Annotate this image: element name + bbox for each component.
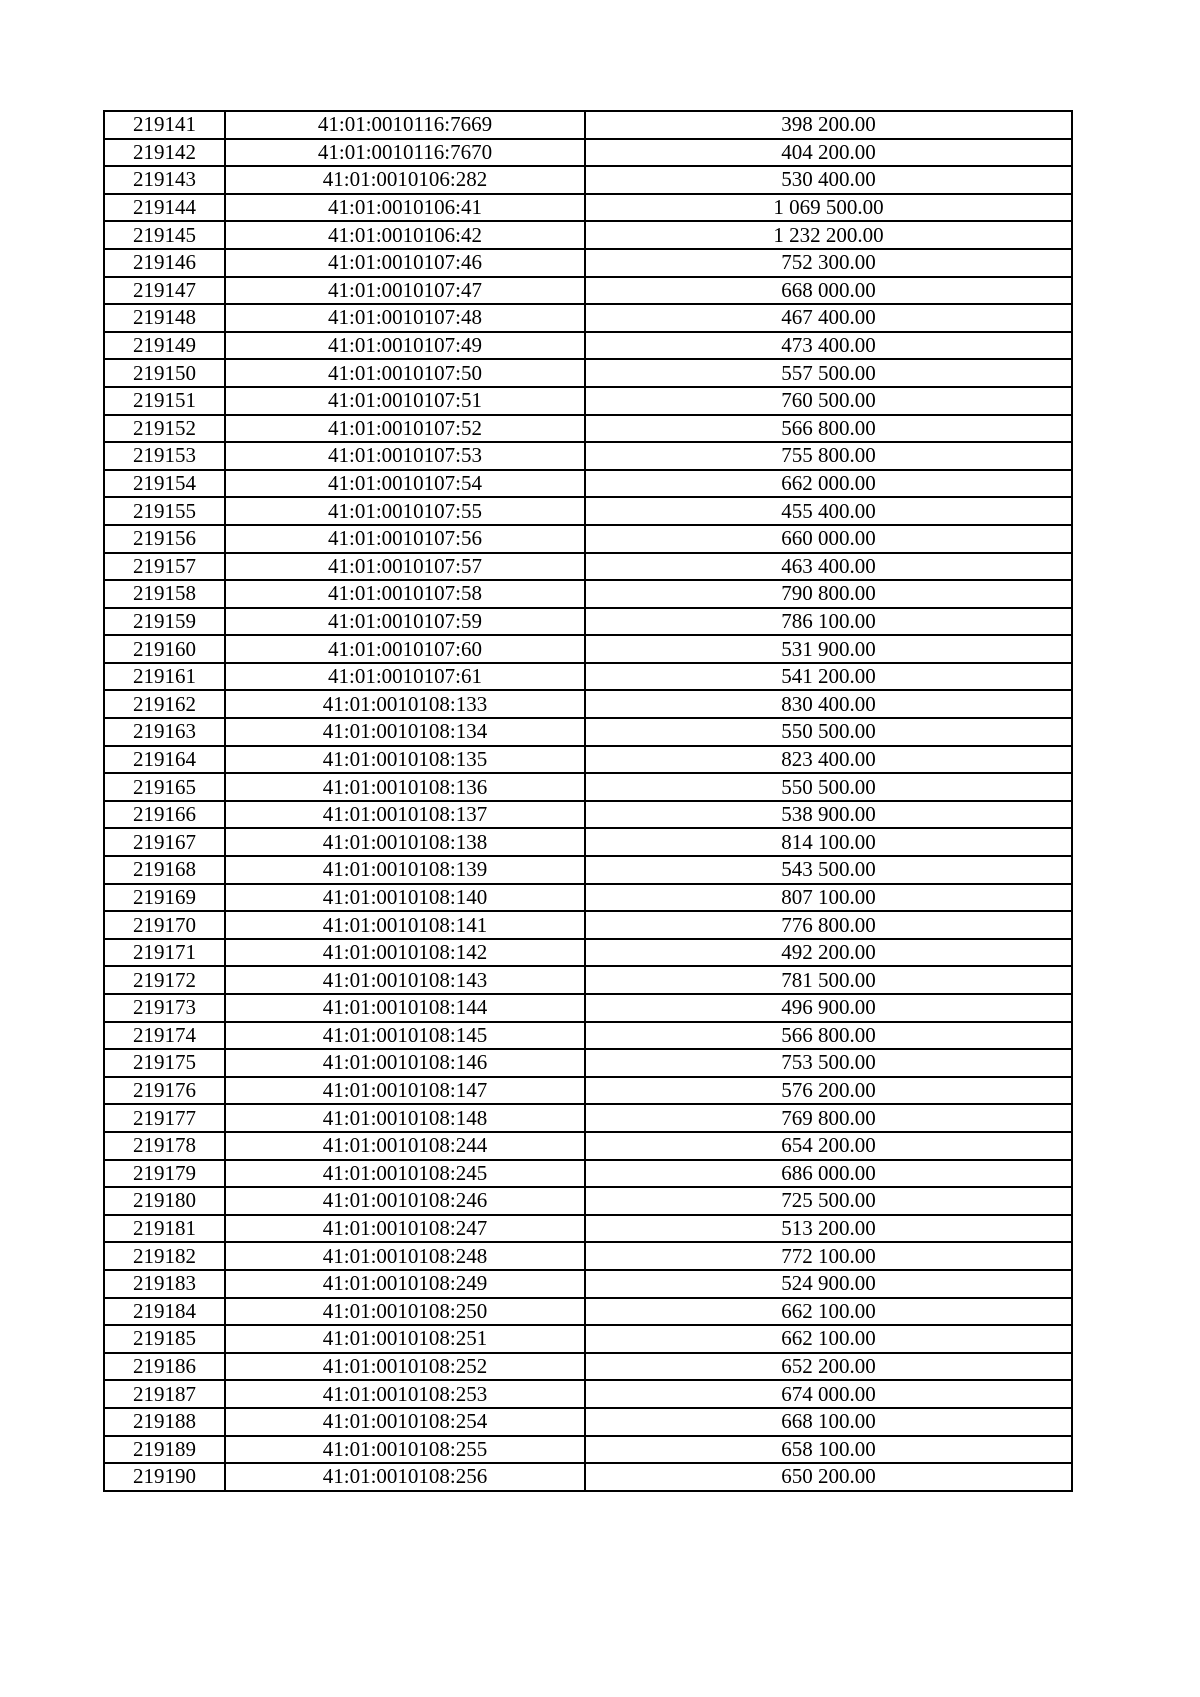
- row-number-cell: 219156: [104, 525, 225, 553]
- cadastral-value-cell: 814 100.00: [585, 828, 1072, 856]
- cadastral-value-cell: 550 500.00: [585, 773, 1072, 801]
- cadastral-value-cell: 674 000.00: [585, 1380, 1072, 1408]
- table-row: [104, 1187, 1072, 1215]
- cadastral-value-cell: 662 100.00: [585, 1298, 1072, 1326]
- table-row: [104, 166, 1072, 194]
- table-row: [104, 1380, 1072, 1408]
- cadastral-value-cell: 668 100.00: [585, 1408, 1072, 1436]
- cadastral-number-cell: 41:01:0010108:139: [225, 856, 585, 884]
- table-row: [104, 1022, 1072, 1050]
- cadastral-number-cell: 41:01:0010108:254: [225, 1408, 585, 1436]
- row-number-cell: 219190: [104, 1463, 225, 1491]
- cadastral-value-cell: 550 500.00: [585, 718, 1072, 746]
- cadastral-value-cell: 543 500.00: [585, 856, 1072, 884]
- cadastral-number-cell: 41:01:0010106:41: [225, 194, 585, 222]
- row-number-cell: 219144: [104, 194, 225, 222]
- cadastral-number-cell: 41:01:0010108:249: [225, 1270, 585, 1298]
- row-number-cell: 219166: [104, 801, 225, 829]
- table-row: [104, 221, 1072, 249]
- table-body: [104, 111, 1072, 1491]
- cadastral-number-cell: 41:01:0010108:250: [225, 1298, 585, 1326]
- cadastral-value-cell: 538 900.00: [585, 801, 1072, 829]
- cadastral-number-cell: 41:01:0010116:7670: [225, 139, 585, 167]
- table-row: [104, 580, 1072, 608]
- row-number-cell: 219157: [104, 553, 225, 581]
- cadastral-value-cell: 753 500.00: [585, 1049, 1072, 1077]
- cadastral-number-cell: 41:01:0010108:252: [225, 1353, 585, 1381]
- row-number-cell: 219146: [104, 249, 225, 277]
- table-row: [104, 277, 1072, 305]
- cadastral-number-cell: 41:01:0010108:247: [225, 1215, 585, 1243]
- table-row: [104, 966, 1072, 994]
- cadastral-number-cell: 41:01:0010107:47: [225, 277, 585, 305]
- table-row: [104, 911, 1072, 939]
- row-number-cell: 219187: [104, 1380, 225, 1408]
- table-row: [104, 553, 1072, 581]
- table-row: [104, 1132, 1072, 1160]
- row-number-cell: 219183: [104, 1270, 225, 1298]
- row-number-cell: 219147: [104, 277, 225, 305]
- cadastral-value-cell: 752 300.00: [585, 249, 1072, 277]
- cadastral-number-cell: 41:01:0010108:148: [225, 1104, 585, 1132]
- cadastral-number-cell: 41:01:0010108:256: [225, 1463, 585, 1491]
- table-row: [104, 994, 1072, 1022]
- cadastral-number-cell: 41:01:0010107:60: [225, 635, 585, 663]
- cadastral-value-cell: 463 400.00: [585, 553, 1072, 581]
- cadastral-value-cell: 513 200.00: [585, 1215, 1072, 1243]
- row-number-cell: 219143: [104, 166, 225, 194]
- cadastral-value-table: [103, 110, 1073, 1492]
- cadastral-number-cell: 41:01:0010108:246: [225, 1187, 585, 1215]
- table-row: [104, 415, 1072, 443]
- row-number-cell: 219155: [104, 497, 225, 525]
- cadastral-number-cell: 41:01:0010107:55: [225, 497, 585, 525]
- table-row: [104, 497, 1072, 525]
- cadastral-value-cell: 760 500.00: [585, 387, 1072, 415]
- table-row: [104, 1049, 1072, 1077]
- row-number-cell: 219158: [104, 580, 225, 608]
- cadastral-value-cell: 557 500.00: [585, 359, 1072, 387]
- cadastral-number-cell: 41:01:0010107:49: [225, 332, 585, 360]
- row-number-cell: 219150: [104, 359, 225, 387]
- table-row: [104, 1298, 1072, 1326]
- row-number-cell: 219169: [104, 884, 225, 912]
- cadastral-value-cell: 467 400.00: [585, 304, 1072, 332]
- cadastral-number-cell: 41:01:0010108:244: [225, 1132, 585, 1160]
- table-row: [104, 746, 1072, 774]
- cadastral-value-cell: 662 000.00: [585, 470, 1072, 498]
- row-number-cell: 219142: [104, 139, 225, 167]
- table-row: [104, 1215, 1072, 1243]
- row-number-cell: 219148: [104, 304, 225, 332]
- cadastral-value-cell: 530 400.00: [585, 166, 1072, 194]
- table-row: [104, 194, 1072, 222]
- table-row: [104, 249, 1072, 277]
- row-number-cell: 219176: [104, 1077, 225, 1105]
- cadastral-number-cell: 41:01:0010108:251: [225, 1325, 585, 1353]
- cadastral-value-cell: 566 800.00: [585, 415, 1072, 443]
- table-row: [104, 304, 1072, 332]
- row-number-cell: 219165: [104, 773, 225, 801]
- row-number-cell: 219180: [104, 1187, 225, 1215]
- table-row: [104, 139, 1072, 167]
- cadastral-number-cell: 41:01:0010107:53: [225, 442, 585, 470]
- cadastral-number-cell: 41:01:0010108:135: [225, 746, 585, 774]
- table-row: [104, 1160, 1072, 1188]
- cadastral-value-cell: 658 100.00: [585, 1436, 1072, 1464]
- row-number-cell: 219160: [104, 635, 225, 663]
- row-number-cell: 219171: [104, 939, 225, 967]
- row-number-cell: 219175: [104, 1049, 225, 1077]
- cadastral-number-cell: 41:01:0010108:145: [225, 1022, 585, 1050]
- row-number-cell: 219177: [104, 1104, 225, 1132]
- cadastral-value-cell: 492 200.00: [585, 939, 1072, 967]
- cadastral-number-cell: 41:01:0010108:140: [225, 884, 585, 912]
- cadastral-number-cell: 41:01:0010108:248: [225, 1242, 585, 1270]
- cadastral-value-cell: 781 500.00: [585, 966, 1072, 994]
- table-row: [104, 663, 1072, 691]
- cadastral-number-cell: 41:01:0010106:42: [225, 221, 585, 249]
- table-row: [104, 773, 1072, 801]
- cadastral-value-cell: 823 400.00: [585, 746, 1072, 774]
- row-number-cell: 219189: [104, 1436, 225, 1464]
- cadastral-number-cell: 41:01:0010108:136: [225, 773, 585, 801]
- table-row: [104, 1104, 1072, 1132]
- cadastral-number-cell: 41:01:0010107:51: [225, 387, 585, 415]
- cadastral-number-cell: 41:01:0010107:58: [225, 580, 585, 608]
- table-row: [104, 1270, 1072, 1298]
- cadastral-value-cell: 566 800.00: [585, 1022, 1072, 1050]
- cadastral-number-cell: 41:01:0010108:134: [225, 718, 585, 746]
- table-row: [104, 1436, 1072, 1464]
- row-number-cell: 219186: [104, 1353, 225, 1381]
- table-row: [104, 856, 1072, 884]
- cadastral-value-cell: 473 400.00: [585, 332, 1072, 360]
- row-number-cell: 219188: [104, 1408, 225, 1436]
- row-number-cell: 219173: [104, 994, 225, 1022]
- cadastral-value-cell: 1 232 200.00: [585, 221, 1072, 249]
- cadastral-number-cell: 41:01:0010107:59: [225, 608, 585, 636]
- cadastral-value-cell: 531 900.00: [585, 635, 1072, 663]
- cadastral-value-cell: 662 100.00: [585, 1325, 1072, 1353]
- cadastral-value-cell: 524 900.00: [585, 1270, 1072, 1298]
- cadastral-value-cell: 668 000.00: [585, 277, 1072, 305]
- table-row: [104, 939, 1072, 967]
- cadastral-number-cell: 41:01:0010107:61: [225, 663, 585, 691]
- cadastral-number-cell: 41:01:0010108:255: [225, 1436, 585, 1464]
- cadastral-value-cell: 541 200.00: [585, 663, 1072, 691]
- cadastral-value-cell: 776 800.00: [585, 911, 1072, 939]
- cadastral-number-cell: 41:01:0010106:282: [225, 166, 585, 194]
- row-number-cell: 219184: [104, 1298, 225, 1326]
- row-number-cell: 219161: [104, 663, 225, 691]
- table-row: [104, 387, 1072, 415]
- cadastral-number-cell: 41:01:0010107:50: [225, 359, 585, 387]
- row-number-cell: 219178: [104, 1132, 225, 1160]
- table-row: [104, 525, 1072, 553]
- row-number-cell: 219174: [104, 1022, 225, 1050]
- row-number-cell: 219152: [104, 415, 225, 443]
- table-row: [104, 718, 1072, 746]
- cadastral-number-cell: 41:01:0010108:142: [225, 939, 585, 967]
- row-number-cell: 219179: [104, 1160, 225, 1188]
- cadastral-number-cell: 41:01:0010108:141: [225, 911, 585, 939]
- cadastral-number-cell: 41:01:0010108:144: [225, 994, 585, 1022]
- row-number-cell: 219141: [104, 111, 225, 139]
- cadastral-value-cell: 790 800.00: [585, 580, 1072, 608]
- cadastral-value-cell: 807 100.00: [585, 884, 1072, 912]
- table-row: [104, 1353, 1072, 1381]
- cadastral-number-cell: 41:01:0010107:54: [225, 470, 585, 498]
- cadastral-value-cell: 496 900.00: [585, 994, 1072, 1022]
- cadastral-number-cell: 41:01:0010108:133: [225, 690, 585, 718]
- cadastral-value-cell: 725 500.00: [585, 1187, 1072, 1215]
- row-number-cell: 219153: [104, 442, 225, 470]
- cadastral-number-cell: 41:01:0010107:48: [225, 304, 585, 332]
- cadastral-number-cell: 41:01:0010116:7669: [225, 111, 585, 139]
- cadastral-number-cell: 41:01:0010107:52: [225, 415, 585, 443]
- cadastral-number-cell: 41:01:0010108:146: [225, 1049, 585, 1077]
- cadastral-value-cell: 650 200.00: [585, 1463, 1072, 1491]
- cadastral-number-cell: 41:01:0010107:56: [225, 525, 585, 553]
- table-row: [104, 884, 1072, 912]
- cadastral-value-cell: 772 100.00: [585, 1242, 1072, 1270]
- row-number-cell: 219181: [104, 1215, 225, 1243]
- row-number-cell: 219163: [104, 718, 225, 746]
- table-row: [104, 332, 1072, 360]
- cadastral-number-cell: 41:01:0010108:147: [225, 1077, 585, 1105]
- row-number-cell: 219182: [104, 1242, 225, 1270]
- cadastral-value-cell: 455 400.00: [585, 497, 1072, 525]
- cadastral-value-cell: 652 200.00: [585, 1353, 1072, 1381]
- cadastral-number-cell: 41:01:0010108:137: [225, 801, 585, 829]
- row-number-cell: 219168: [104, 856, 225, 884]
- table-row: [104, 1077, 1072, 1105]
- row-number-cell: 219151: [104, 387, 225, 415]
- row-number-cell: 219162: [104, 690, 225, 718]
- cadastral-value-cell: 755 800.00: [585, 442, 1072, 470]
- row-number-cell: 219159: [104, 608, 225, 636]
- table-row: [104, 470, 1072, 498]
- table-row: [104, 608, 1072, 636]
- row-number-cell: 219149: [104, 332, 225, 360]
- table-row: [104, 1408, 1072, 1436]
- table-row: [104, 1242, 1072, 1270]
- cadastral-value-cell: 1 069 500.00: [585, 194, 1072, 222]
- row-number-cell: 219185: [104, 1325, 225, 1353]
- row-number-cell: 219154: [104, 470, 225, 498]
- table-row: [104, 690, 1072, 718]
- row-number-cell: 219172: [104, 966, 225, 994]
- row-number-cell: 219145: [104, 221, 225, 249]
- row-number-cell: 219164: [104, 746, 225, 774]
- cadastral-number-cell: 41:01:0010108:138: [225, 828, 585, 856]
- cadastral-value-cell: 576 200.00: [585, 1077, 1072, 1105]
- table-row: [104, 359, 1072, 387]
- table-row: [104, 828, 1072, 856]
- table-row: [104, 111, 1072, 139]
- cadastral-number-cell: 41:01:0010108:253: [225, 1380, 585, 1408]
- table-row: [104, 1463, 1072, 1491]
- cadastral-value-cell: 686 000.00: [585, 1160, 1072, 1188]
- cadastral-value-cell: 830 400.00: [585, 690, 1072, 718]
- cadastral-number-cell: 41:01:0010107:57: [225, 553, 585, 581]
- cadastral-number-cell: 41:01:0010108:143: [225, 966, 585, 994]
- cadastral-number-cell: 41:01:0010107:46: [225, 249, 585, 277]
- table-row: [104, 635, 1072, 663]
- cadastral-value-cell: 660 000.00: [585, 525, 1072, 553]
- row-number-cell: 219170: [104, 911, 225, 939]
- cadastral-value-cell: 786 100.00: [585, 608, 1072, 636]
- table-row: [104, 442, 1072, 470]
- cadastral-number-cell: 41:01:0010108:245: [225, 1160, 585, 1188]
- table-row: [104, 801, 1072, 829]
- cadastral-value-cell: 404 200.00: [585, 139, 1072, 167]
- cadastral-value-cell: 398 200.00: [585, 111, 1072, 139]
- cadastral-value-cell: 654 200.00: [585, 1132, 1072, 1160]
- cadastral-value-cell: 769 800.00: [585, 1104, 1072, 1132]
- row-number-cell: 219167: [104, 828, 225, 856]
- table-row: [104, 1325, 1072, 1353]
